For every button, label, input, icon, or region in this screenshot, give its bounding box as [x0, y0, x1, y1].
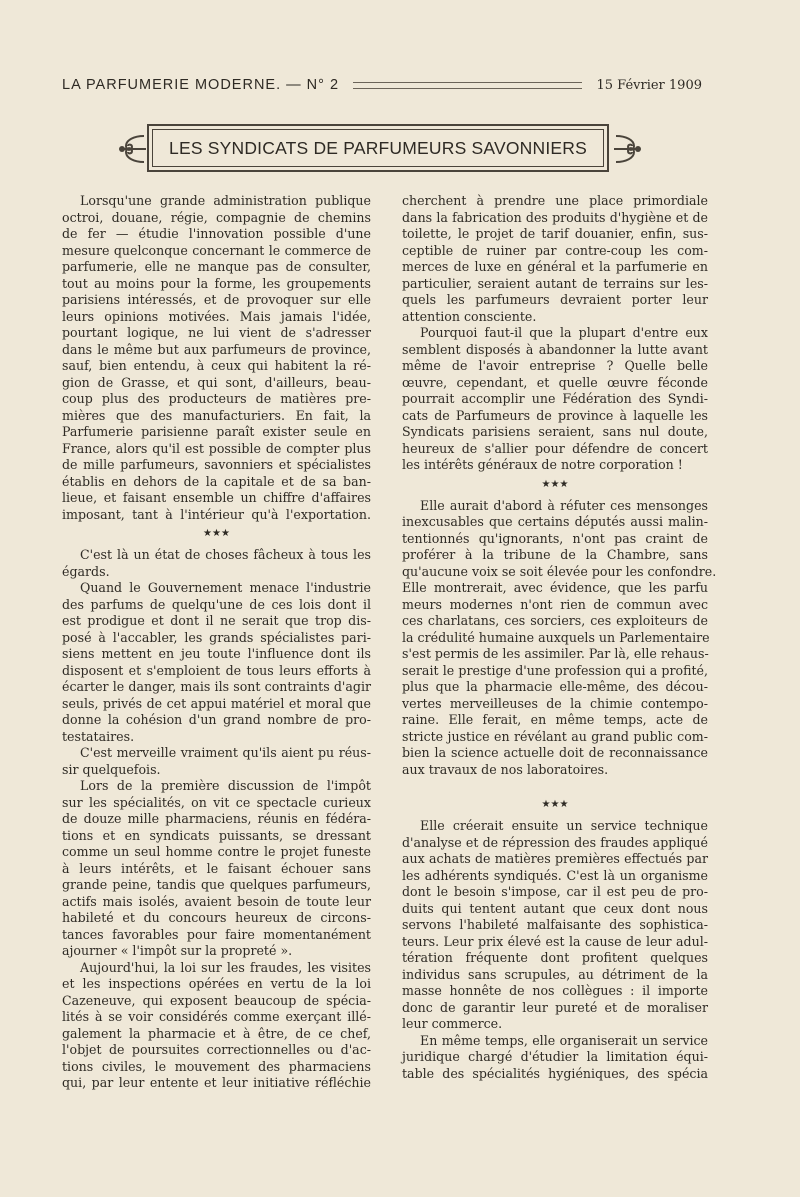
- text-line: pourtant logique, ne lui vient de s'adresser: [62, 325, 371, 340]
- text-line: France, alors qu'il est possible de compter plus: [62, 440, 371, 456]
- text-line: vertes merveilleuses de la chimie contempo-: [402, 695, 708, 711]
- text-line: raine. Elle ferait, en même temps, acte de: [402, 712, 708, 727]
- text-line: établis en dehors de la capitale et de sa ban-: [62, 473, 371, 489]
- left-flourish-ornament: [116, 132, 148, 166]
- text-line: meurs modernes n'ont rien de commun avec: [402, 596, 708, 612]
- text-line: bien la science actuelle doit de reconnaissance: [402, 745, 708, 760]
- text-line: lités à se voir considérés comme exerçant illé-: [62, 1009, 371, 1024]
- text-line: même de l'avoir entreprise ? Quelle belle: [402, 358, 708, 373]
- section-asterism: ★★★: [541, 799, 569, 810]
- issue-date: 15 Février 1909: [596, 77, 702, 93]
- text-line: table des spécialités hygiéniques, des spécia: [402, 1065, 708, 1081]
- text-line: donne la cohésion d'un grand nombre de pro-: [62, 712, 371, 727]
- text-line: stricte justice en révélant au grand public com-: [402, 728, 708, 744]
- left-column: [62, 193, 371, 1092]
- text-line: merces de luxe en général et la parfumerie en: [402, 259, 708, 274]
- text-line: actifs mais isolés, avaient besoin de toute leur: [62, 893, 371, 909]
- text-line: dans la fabrication des produits d'hygiène et de: [402, 209, 708, 225]
- text-line: galement la pharmacie et à être, de ce chef,: [62, 1025, 371, 1041]
- text-line: mesure quelconque concernant le commerce de: [62, 242, 371, 258]
- text-line: testataires.: [62, 728, 135, 744]
- text-line: leur commerce.: [402, 1016, 503, 1031]
- text-line: servons l'habileté malfaisante des sophistica-: [402, 917, 708, 932]
- text-line: lieue, et faisant ensemble un chiffre d'affaires: [62, 490, 371, 505]
- text-line: cats de Parfumeurs de province à laquelle les: [402, 407, 708, 423]
- text-line: et les inspections opérées en vertu de la loi: [62, 976, 371, 991]
- text-line: aux achats de matières premières effectués par: [402, 851, 708, 866]
- text-line: octroi, douane, régie, compagnie de chemins: [62, 209, 371, 225]
- text-line: masse honnête de nos collègues : il importe: [402, 983, 708, 998]
- text-line: plus que la pharmacie elle-même, des décou-: [402, 679, 708, 694]
- text-line: Syndicats parisiens seraient, sans nul doute,: [402, 424, 708, 439]
- text-line: leurs opinions motivées. Mais jamais l'idée,: [62, 308, 371, 324]
- text-line: Lorsqu'une grande administration publique: [80, 193, 371, 208]
- text-line: attention consciente.: [402, 308, 537, 324]
- text-line: proférer à la tribune de la Chambre, sans: [402, 547, 708, 562]
- text-line: gion de Grasse, et qui sont, d'ailleurs, beau-: [62, 374, 371, 390]
- text-line: Parfumerie parisienne paraît exister seule en: [62, 424, 371, 439]
- section-asterism: ★★★: [203, 528, 230, 539]
- text-line: de mille parfumeurs, savonniers et spécialistes: [62, 457, 371, 472]
- text-line: pourrait accomplir une Fédération des Syndi-: [402, 391, 708, 406]
- text-line: comme un seul homme contre le projet funeste: [62, 844, 371, 859]
- text-line: En même temps, elle organiserait un service: [420, 1032, 708, 1048]
- text-line: ces charlatans, ces sorciers, ces exploiteurs de: [402, 613, 708, 628]
- text-line: de fer — étudie l'innovation possible d'une: [62, 226, 371, 241]
- text-line: donc de garantir leur pureté et de moraliser: [402, 999, 708, 1015]
- text-line: à leurs intérêts, et le faisant échouer sans: [62, 860, 371, 876]
- text-line: inexcusables que certains députés aussi malin-: [402, 514, 708, 529]
- text-line: Pourquoi faut-il que la plupart d'entre eux: [420, 325, 708, 340]
- text-line: est prodigue et dont il ne serait que trop dis-: [62, 613, 371, 628]
- text-line: posé à l'accabler, les grands spécialistes pari-: [62, 629, 371, 645]
- text-line: des parfums de quelqu'une de ces lois dont il: [62, 596, 371, 612]
- section-asterism: ★★★: [541, 478, 569, 490]
- running-head: [62, 74, 702, 96]
- section-gap: [402, 778, 708, 794]
- text-line: disposent et s'emploient de tous leurs efforts à: [62, 662, 371, 678]
- text-line: juridique chargé d'étudier la limitation équi-: [402, 1049, 708, 1064]
- text-line: l'objet de poursuites correctionnelles ou d'ac-: [62, 1042, 371, 1057]
- text-line: dont le besoin s'impose, car il est peu de pro-: [402, 884, 708, 899]
- text-line: qu'aucune voix se soit élevée pour les confondre.: [402, 563, 717, 579]
- text-line: duits qui tentent autant que ceux dont nous: [402, 900, 708, 916]
- text-line: cherchent à prendre une place primordiale: [402, 193, 708, 208]
- title-frame: [147, 124, 609, 172]
- text-line: tération fréquente dont profitent quelques: [402, 950, 708, 965]
- text-line: ajourner « l'impôt sur la propreté ».: [62, 943, 293, 958]
- text-line: Quand le Gouvernement menace l'industrie: [80, 580, 371, 595]
- text-line: sur les spécialités, on vit ce spectacle curieux: [62, 794, 371, 810]
- text-line: tions et en syndicats puissants, se dressant: [62, 827, 371, 843]
- text-line: tions civiles, le mouvement des pharmaciens: [62, 1058, 371, 1074]
- text-line: individus sans scrupules, au détriment de la: [402, 966, 708, 982]
- text-line: dans le même but aux parfumeurs de province,: [62, 341, 371, 357]
- text-line: grande peine, tandis que quelques parfumeurs,: [62, 877, 371, 892]
- text-line: imposant, tant à l'intérieur qu'à l'exportation.: [62, 506, 371, 522]
- journal-title: LA PARFUMERIE MODERNE. — N° 2: [62, 77, 340, 93]
- text-line: particulier, seraient autant de terrains sur les-: [402, 275, 708, 291]
- text-line: semblent disposés à abandonner la lutte avant: [402, 341, 708, 357]
- text-line: serait le prestige d'une profession qui a profité,: [402, 662, 708, 678]
- text-line: œuvre, cependant, et quelle œuvre féconde: [402, 374, 708, 390]
- text-line: C'est merveille vraiment qu'ils aient pu réus-: [80, 745, 371, 760]
- article-title: LES SYNDICATS DE PARFUMEURS SAVONNIERS: [169, 137, 587, 158]
- text-line: tout au moins pour la forme, les groupements: [62, 275, 371, 291]
- right-column: [402, 193, 717, 1082]
- text-line: sir quelquefois.: [62, 761, 161, 777]
- text-line: sauf, bien entendu, à ceux qui habitent la ré-: [62, 358, 371, 373]
- text-line: C'est là un état de choses fâcheux à tous les: [80, 547, 371, 562]
- text-line: égards.: [62, 563, 110, 579]
- text-line: les adhérents syndiqués. C'est là un organisme: [402, 867, 708, 883]
- text-line: mières que des manufacturiers. En fait, la: [62, 407, 371, 423]
- text-line: s'est permis de les assimiler. Par là, elle rehaus-: [402, 646, 709, 661]
- text-line: ceptible de ruiner par contre-coup les com-: [402, 242, 708, 258]
- text-line: Aujourd'hui, la loi sur les fraudes, les visites: [80, 959, 371, 975]
- text-line: Elle créerait ensuite un service technique: [420, 818, 708, 833]
- text-line: la crédulité humaine auxquels un Parlementaire: [402, 629, 710, 645]
- text-line: tentionnés qu'ignorants, n'ont pas craint de: [402, 530, 708, 546]
- text-line: parfumerie, elle ne manque pas de consulter,: [62, 259, 371, 274]
- text-line: toilette, le projet de tarif douanier, enfin, sus-: [402, 226, 708, 241]
- text-line: de douze mille pharmaciens, réunis en fédéra-: [62, 811, 371, 826]
- text-line: habileté et du concours heureux de circons-: [62, 910, 371, 925]
- text-line: aux travaux de nos laboratoires.: [402, 761, 609, 777]
- text-line: d'analyse et de répression des fraudes appliqué: [402, 834, 708, 850]
- text-line: Elle montrerait, avec évidence, que les parfu: [402, 580, 708, 595]
- text-line: heureux de s'allier pour défendre de concert: [402, 440, 708, 456]
- text-line: Lors de la première discussion de l'impôt: [80, 778, 371, 793]
- text-line: écarter le danger, mais ils sont contraints d'agir: [62, 679, 371, 694]
- text-line: Elle aurait d'abord à réfuter ces mensonges: [420, 497, 708, 513]
- text-line: qui, par leur entente et leur initiative réfléchie: [62, 1075, 371, 1090]
- text-line: seuls, privés de cet appui matériel et moral que: [62, 695, 371, 711]
- text-line: parisiens intéressés, et de provoquer sur elle: [62, 292, 371, 307]
- text-line: tances favorables pour faire momentanément: [62, 926, 371, 942]
- text-line: quels les parfumeurs devraient porter leur: [402, 292, 708, 307]
- text-line: siens mettent en jeu toute l'influence dont ils: [62, 646, 371, 661]
- text-line: Cazeneuve, qui exposent beaucoup de spécia-: [62, 992, 371, 1008]
- text-line: coup plus des producteurs de matières pre-: [62, 391, 371, 406]
- text-line: teurs. Leur prix élevé est la cause de leur adul-: [402, 933, 708, 949]
- header-rule: [353, 82, 582, 89]
- right-flourish-ornament: [612, 132, 644, 166]
- text-line: les intérêts généraux de notre corporation !: [402, 457, 683, 472]
